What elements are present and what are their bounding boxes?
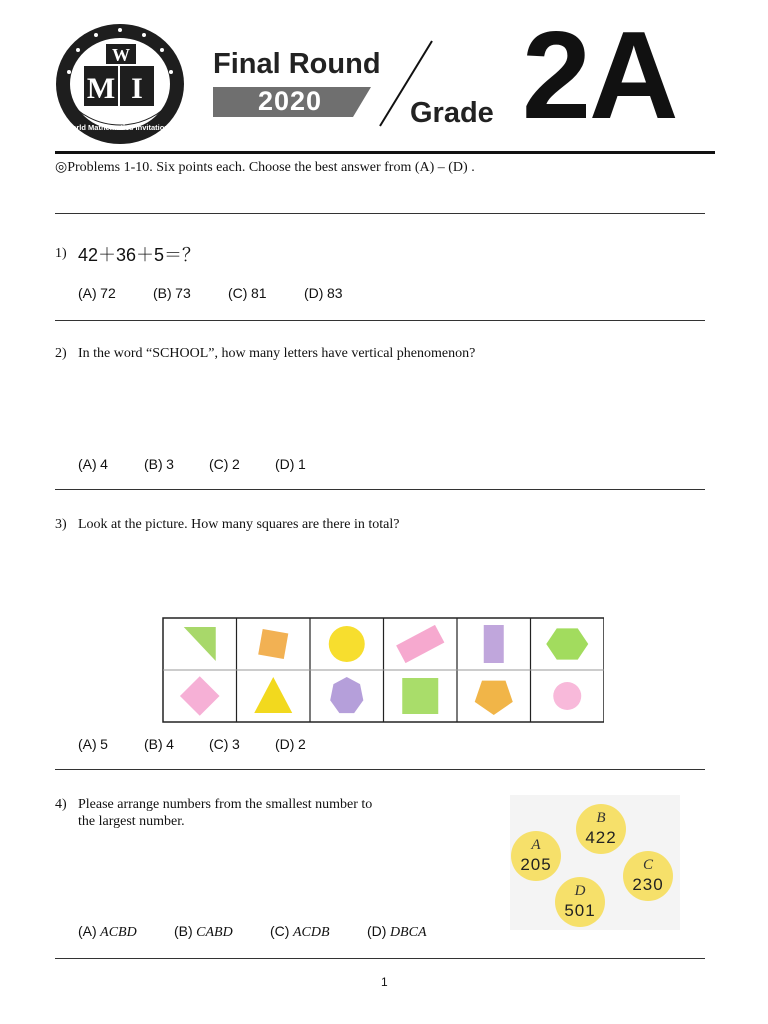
bubble-d: [555, 877, 605, 927]
divider: [55, 213, 705, 215]
question-text: 42＋36＋5＝？: [78, 245, 201, 265]
question-text-line1: Please arrange numbers from the smallest number to: [78, 797, 373, 812]
triangle-shape: [254, 677, 292, 713]
question-text-line2: the largest number.: [78, 814, 185, 829]
divider: [55, 320, 705, 322]
hexagon-shape: [546, 628, 588, 659]
heptagon-shape: [330, 677, 363, 713]
bubble-letter: A: [531, 837, 541, 853]
bubble-letter: B: [596, 810, 606, 826]
svg-text:M: M: [86, 72, 116, 105]
choice-c: (C) ACDB: [270, 923, 330, 940]
circle-small-shape: [553, 682, 581, 710]
choice-d: (D) 83: [304, 285, 343, 301]
bubble-value: 230: [632, 875, 664, 894]
question-number: 2): [55, 346, 67, 361]
choice-c: (C) 81: [228, 285, 267, 301]
bubble-b: [576, 804, 626, 854]
choice-d: (D) 2: [275, 736, 306, 752]
grade-code: 2A: [522, 7, 677, 145]
logo-ring-text: World Mathematics Invitational: [64, 123, 176, 132]
question-number: 3): [55, 517, 67, 532]
year-label: 2020: [258, 86, 323, 116]
svg-text:I: I: [131, 72, 143, 105]
choice-a: (A) 5: [78, 736, 108, 752]
choice-a: (A) ACBD: [78, 923, 137, 940]
number-bubbles: [510, 795, 680, 935]
square-tilted-shape: [258, 629, 288, 659]
wmi-logo: [54, 22, 186, 151]
question-number: 4): [55, 797, 67, 812]
divider: [55, 489, 705, 491]
triangle-right-shape: [184, 627, 216, 661]
shapes-grid: [162, 617, 604, 728]
choice-b: (B) CABD: [174, 923, 233, 940]
page-number: 1: [381, 975, 388, 989]
bubble-value: 501: [564, 901, 596, 920]
divider: [55, 769, 705, 771]
pentagon-shape: [475, 681, 513, 715]
square-diamond-shape: [180, 676, 220, 716]
divider: [55, 958, 705, 960]
rectangle-tilted-shape: [396, 625, 444, 663]
bubble-letter: D: [574, 883, 586, 899]
circle-shape: [329, 626, 365, 662]
rectangle-vertical-shape: [484, 625, 504, 663]
question-text: In the word “SCHOOL”, how many letters have vertical phenomenon?: [78, 346, 476, 361]
choice-a: (A) 4: [78, 456, 108, 472]
instructions: ◎Problems 1-10. Six points each. Choose the best answer from (A) – (D) .: [55, 160, 475, 175]
choice-c: (C) 2: [209, 456, 240, 472]
question-number: 1): [55, 246, 67, 261]
bubble-c: [623, 851, 673, 901]
svg-text:W: W: [112, 45, 130, 65]
bubble-letter: C: [642, 857, 654, 873]
choice-d: (D) 1: [275, 456, 306, 472]
question-text: Look at the picture. How many squares are there in total?: [78, 517, 400, 532]
grade-label: Grade: [410, 97, 494, 129]
bubble-value: 422: [585, 828, 617, 847]
choice-b: (B) 3: [144, 456, 174, 472]
square-shape: [402, 678, 438, 714]
choice-c: (C) 3: [209, 736, 240, 752]
bubble-a: [511, 831, 561, 881]
choice-b: (B) 4: [144, 736, 174, 752]
choice-b: (B) 73: [153, 285, 191, 301]
header-rule: [55, 151, 715, 154]
choice-a: (A) 72: [78, 285, 116, 301]
round-title: Final Round: [213, 48, 381, 80]
bubble-value: 205: [520, 855, 552, 874]
choice-d: (D) DBCA: [367, 923, 427, 940]
